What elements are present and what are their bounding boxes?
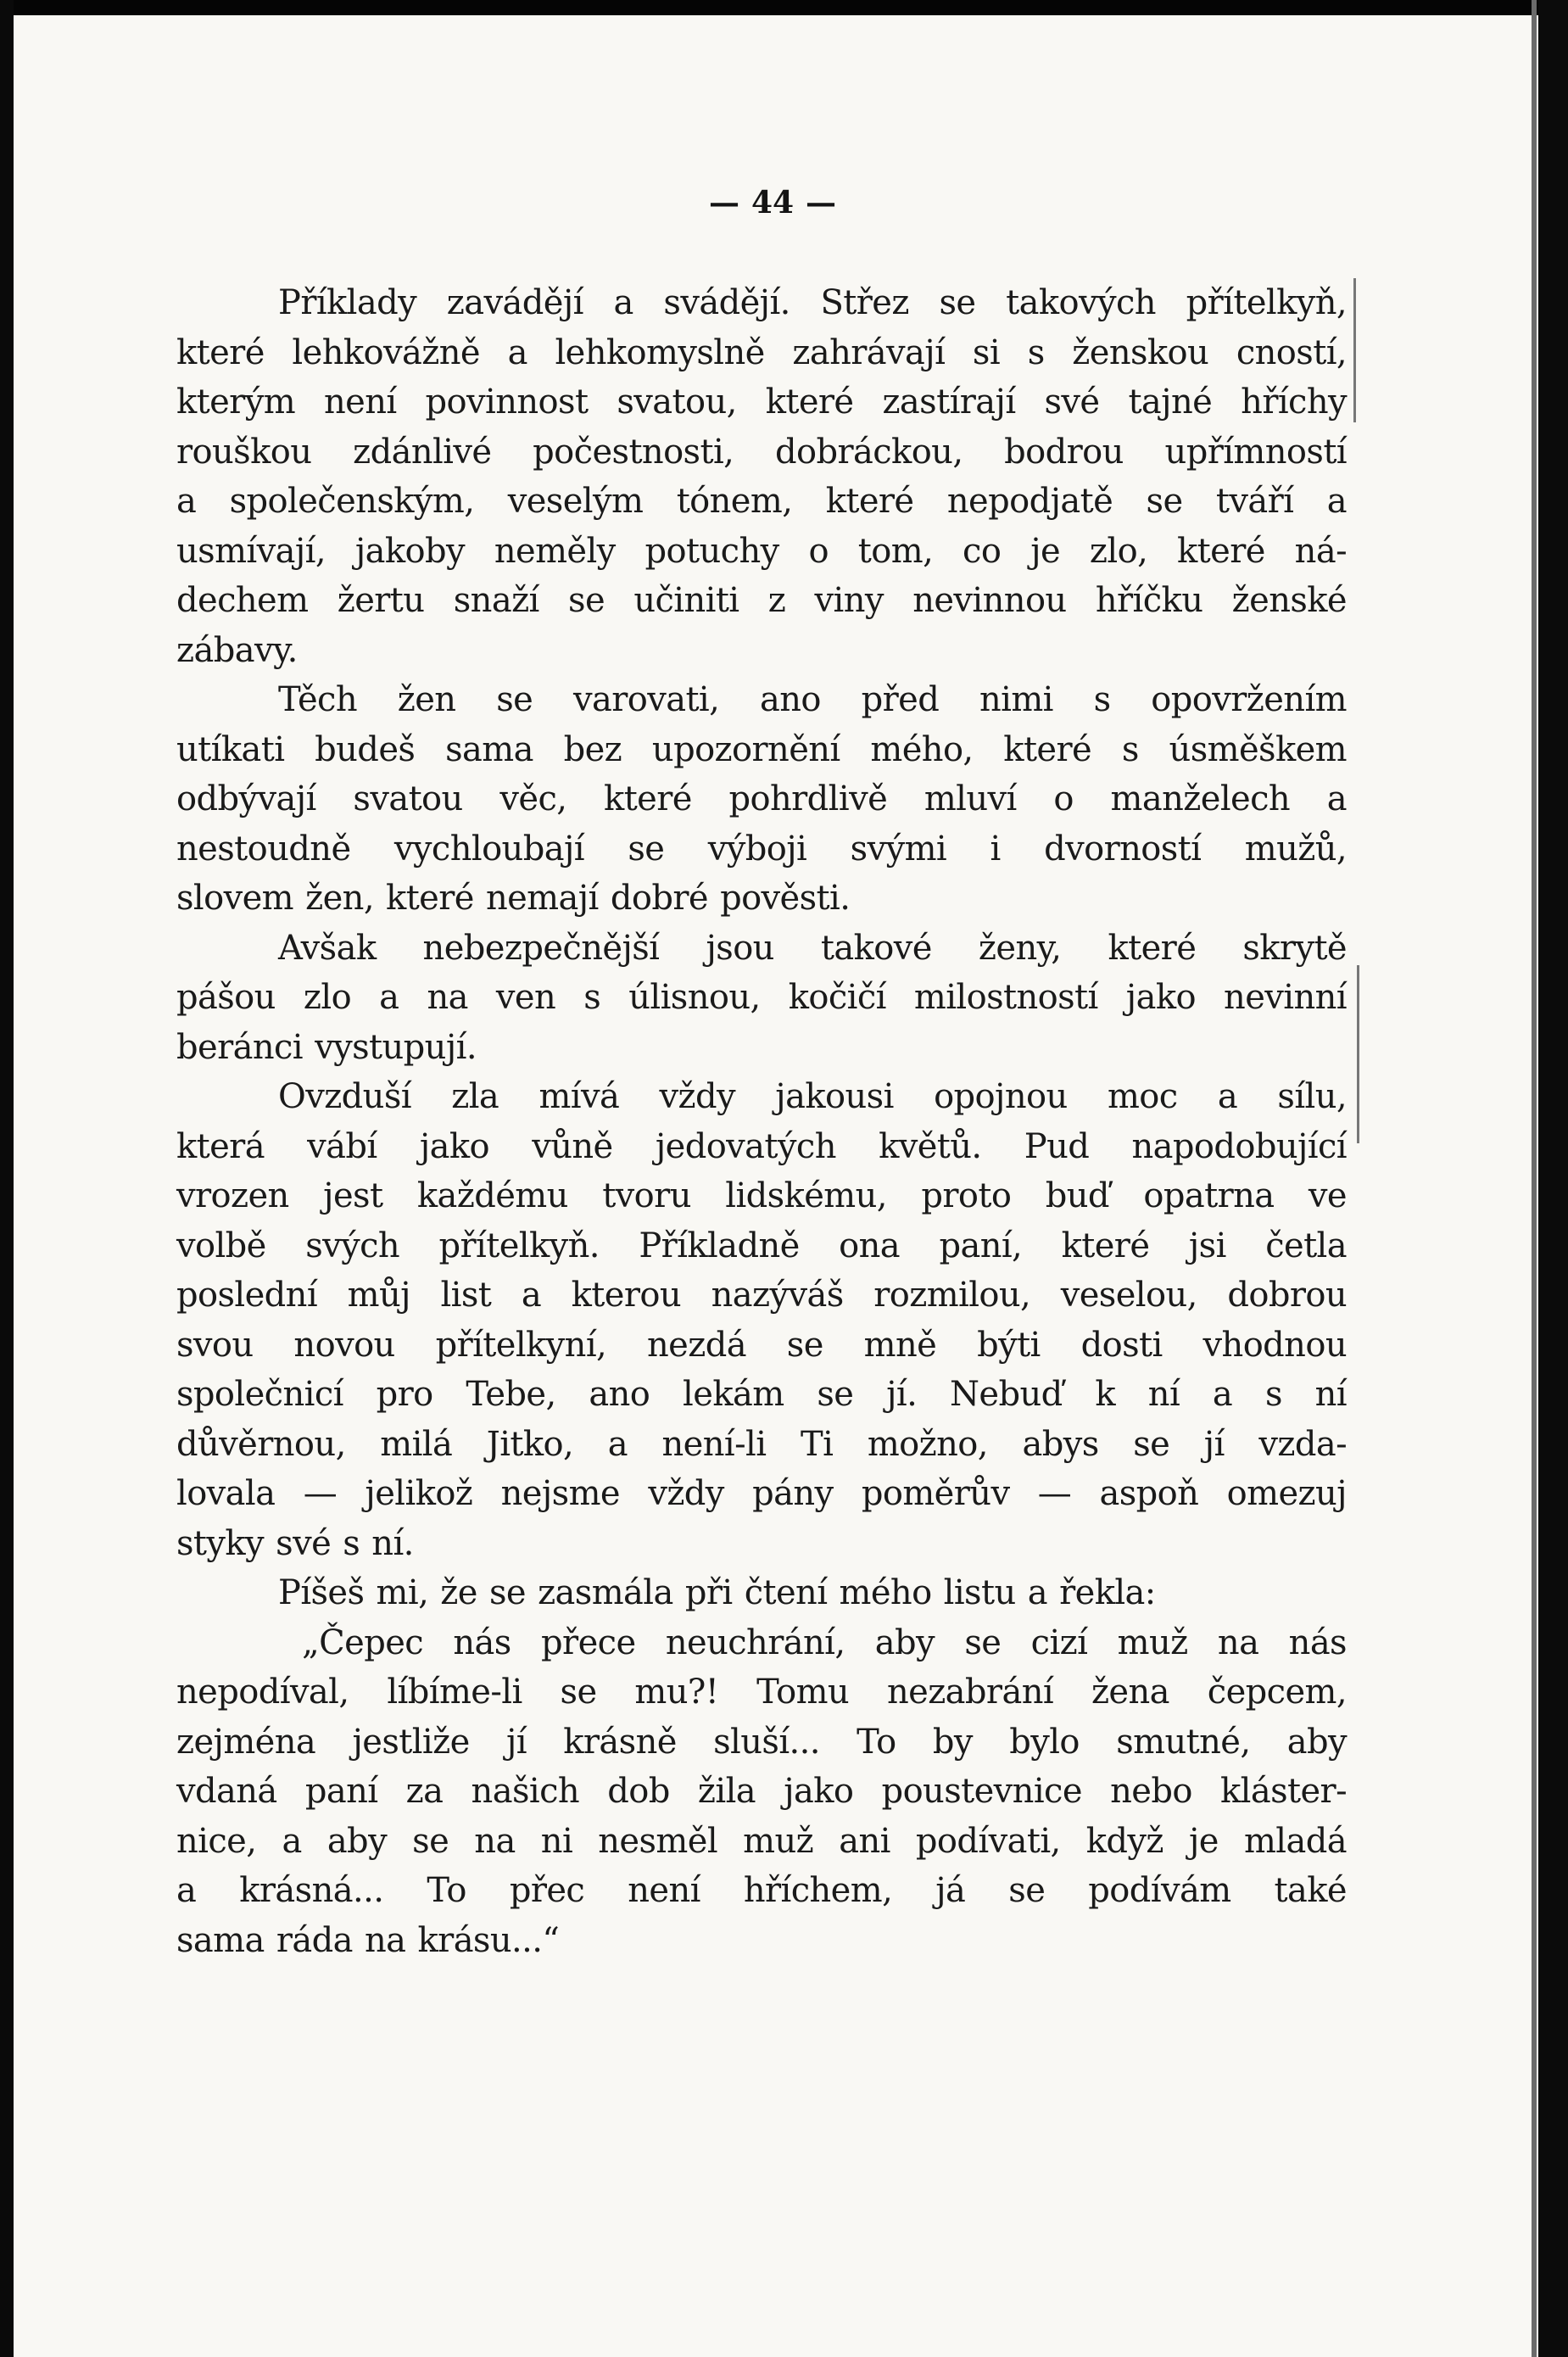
scan-border-left [0,0,14,2357]
text-line: a společenským, veselým tónem, které nepodjatě se tváří a [176,482,1347,521]
text-line: lovala — jelikož nejsme vždy pány poměrův — aspoň omezuj [176,1474,1347,1513]
text-line: kterým není povinnost svatou, které zastírají své tajné hříchy [176,383,1347,422]
quotation [176,1618,1347,1966]
text-line: nestoudně vychloubají se výboji svými i dvorností mužů, [176,829,1347,869]
text-line: Těch žen se varovati, ano před nimi s opovržením [278,680,1347,719]
text-line: vdaná paní za našich dob žila jako poustevnice nebo kláster- [176,1772,1347,1811]
text-line: Ovzduší zla mívá vždy jakousi opojnou moc a sílu, [278,1077,1347,1116]
text-line: volbě svých přítelkyň. Příkladně ona paní, které jsi četla [176,1226,1347,1265]
margin-pencil-mark [1353,278,1356,422]
text-line: sama ráda na krásu...“ [176,1920,560,1960]
text-line: a krásná... To přec není hříchem, já se podívám také [176,1871,1347,1910]
text-line: nepodíval, líbíme-li se mu?! Tomu nezabrání žena čepcem, [176,1673,1347,1712]
text-line: rouškou zdánlivé počestnosti, dobráckou, bodrou upřímností [176,432,1347,472]
page-number-value: 44 [751,185,795,221]
text-line: Avšak nebezpečnější jsou takové ženy, které skrytě [278,928,1347,968]
text-line: pášou zlo a na ven s úlisnou, kočičí milostností jako nevinní [176,978,1347,1017]
text-line: utíkati budeš sama bez upozornění mého, které s úsměškem [176,729,1347,769]
text-line: Píšeš mi, že se zasmála při čtení mého listu a řekla: [278,1573,1156,1612]
text-line: zábavy. [176,630,298,670]
text-line: „Čepec nás přece neuchrání, aby se cizí muž na nás [302,1623,1347,1662]
text-line: styky své s ní. [176,1523,414,1563]
paragraph [176,924,1347,1073]
scan-border-right-shade [1532,0,1537,2357]
text-line: poslední můj list a kterou nazýváš rozmilou, veselou, dobrou [176,1276,1347,1315]
page-number [14,185,1532,221]
text-line: usmívají, jakoby neměly potuchy o tom, co je zlo, které ná- [176,531,1347,571]
text-line: důvěrnou, milá Jitko, a není-li Ti možno, abys se jí vzda- [176,1424,1347,1464]
paragraph [176,1568,1347,1618]
text-line: slovem žen, které nemají dobré pověsti. [176,879,851,918]
text-line: zejména jestliže jí krásně sluší... To by bylo smutné, aby [176,1722,1347,1762]
text-line: vrozen jest každému tvoru lidskému, proto buď opatrna ve [176,1176,1347,1215]
text-line: odbývají svatou věc, které pohrdlivě mluví o manželech a [176,779,1347,818]
text-line: která vábí jako vůně jedovatých květů. Pud napodobující [176,1126,1347,1166]
scan-border-top [0,0,1568,15]
page-number-dash-left: — [708,185,739,221]
page-number-dash-right: — [806,185,837,221]
paragraph [176,278,1347,675]
text-line: které lehkovážně a lehkomyslně zahrávají si s ženskou cností, [176,332,1347,372]
body-text [176,278,1347,1965]
text-line: beránci vystupují. [176,1027,477,1067]
text-line: nice, a aby se na ni nesměl muž ani podívati, když je mladá [176,1821,1347,1861]
text-line: společnicí pro Tebe, ano lekám se jí. Nebuď k ní a s ní [176,1375,1347,1414]
margin-pencil-mark [1357,965,1359,1143]
text-line: Příklady zavádějí a svádějí. Střez se takových přítelkyň, [278,283,1347,322]
scan-border-right [1538,0,1568,2357]
paragraph [176,675,1347,924]
text-line: dechem žertu snaží se učiniti z viny nevinnou hříčku ženské [176,581,1347,620]
book-page [14,15,1532,2357]
text-line: svou novou přítelkyní, nezdá se mně býti dosti vhodnou [176,1325,1347,1365]
paragraph [176,1072,1347,1568]
